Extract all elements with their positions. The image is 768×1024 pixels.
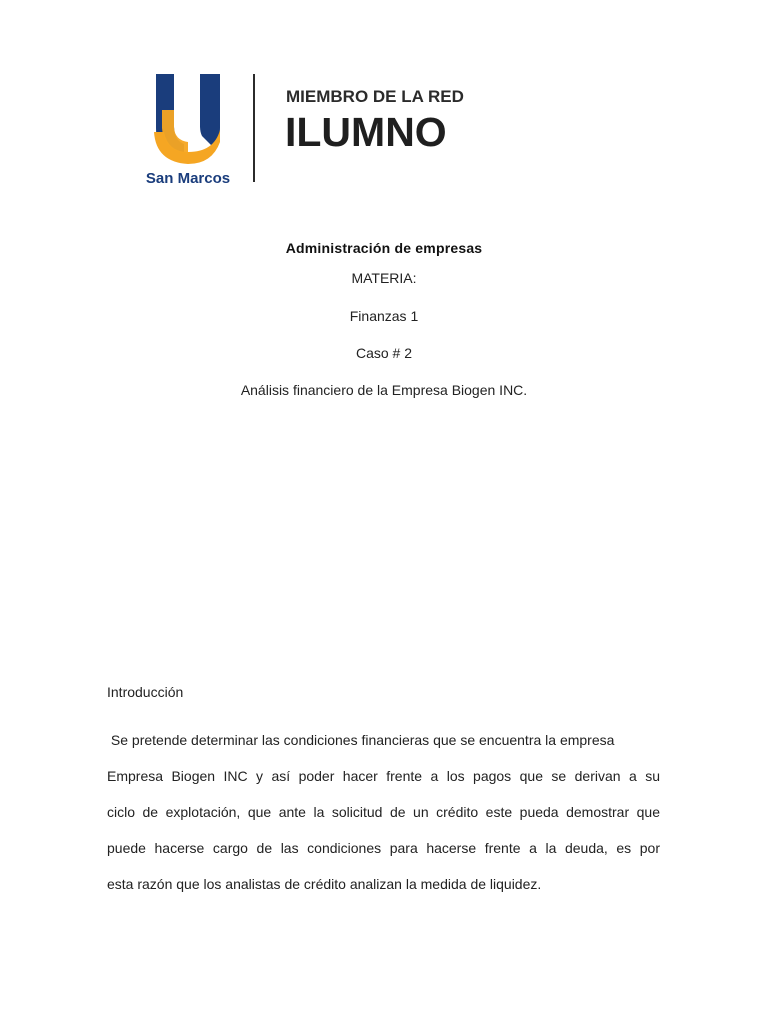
intro-paragraph-line: Empresa Biogen INC y así poder hacer frente a los pagos que se derivan a su (107, 768, 660, 784)
university-logo (140, 70, 470, 190)
institution-name: San Marcos (145, 170, 231, 187)
network-name: ILUMNO (285, 109, 447, 155)
intro-paragraph-line: esta razón que los analistas de crédito analizan la medida de liquidez. (107, 876, 542, 892)
intro-paragraph-line: Se pretende determinar las condiciones financieras que se encuentra la empresa (107, 732, 615, 748)
case-number: Caso # 2 (355, 345, 413, 361)
intro-heading: Introducción (107, 684, 184, 700)
intro-paragraph-line: ciclo de explotación, que ante la solicitud de un crédito este pueda demostrar que (107, 804, 660, 820)
network-tagline: MIEMBRO DE LA RED (286, 87, 464, 106)
logo-graphic (140, 70, 470, 190)
document-subject: Análisis financiero de la Empresa Biogen INC. (240, 382, 528, 398)
document-title: Administración de empresas (285, 240, 483, 256)
intro-paragraph-line: puede hacerse cargo de las condiciones para hacerse frente a la deuda, es por (107, 840, 660, 856)
materia-label: MATERIA: (351, 270, 417, 286)
course-name: Finanzas 1 (349, 308, 419, 324)
